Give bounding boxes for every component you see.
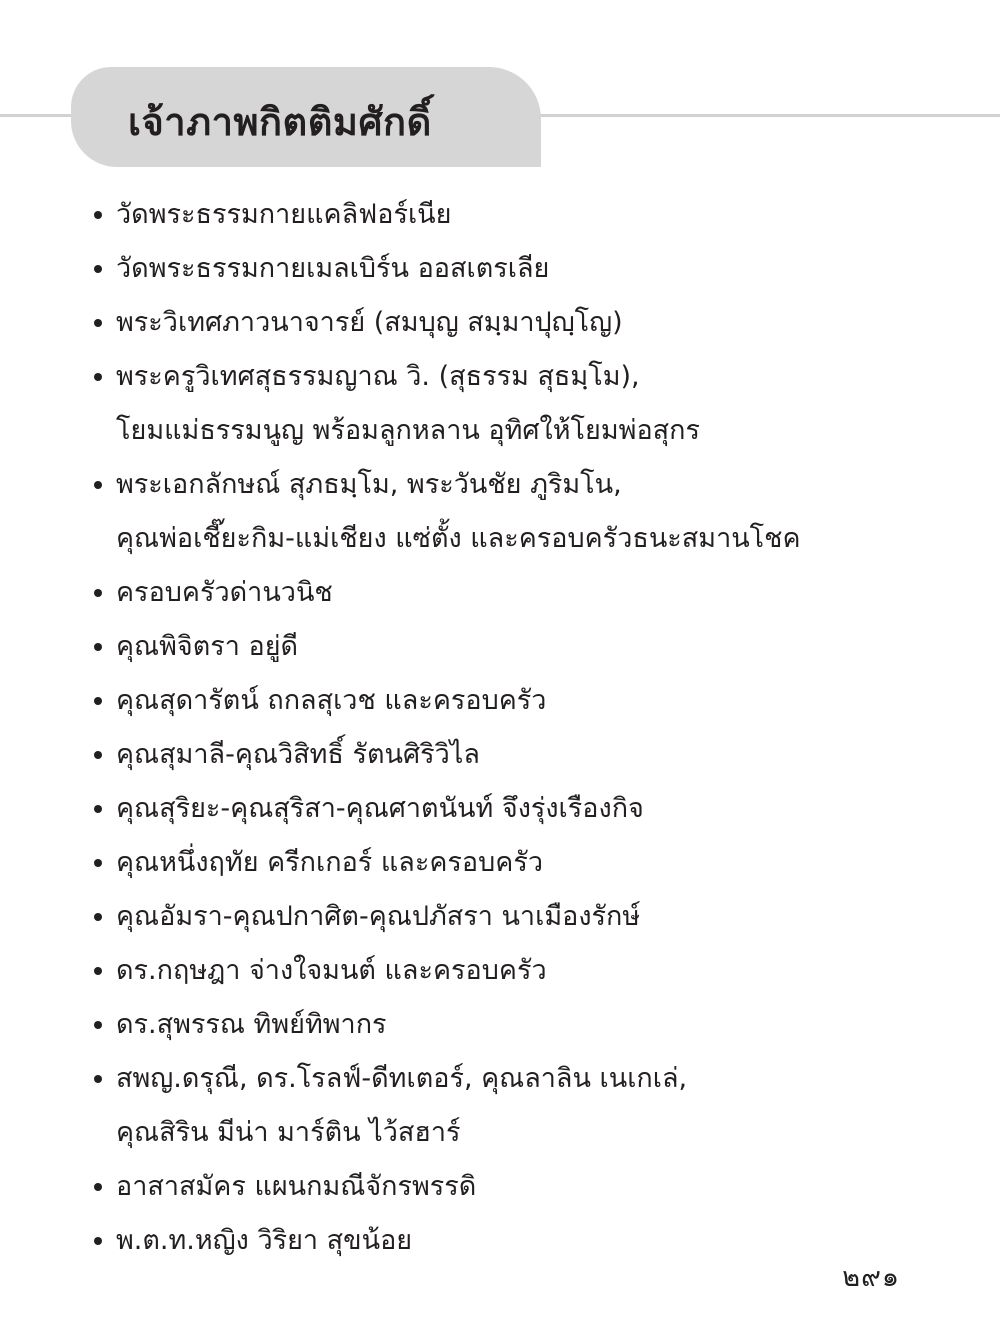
list-item-text: คุณสุดารัตน์ ถกลสุเวช และครอบครัว <box>116 685 547 716</box>
list-item-text: โยมแม่ธรรมนูญ พร้อมลูกหลาน อุทิศให้โยมพ่อสุกร <box>116 415 700 446</box>
list-item-text: วัดพระธรรมกายแคลิฟอร์เนีย <box>116 199 452 230</box>
list-item-text: คุณพ่อเชี๊ยะกิม-แม่เชียง แซ่ตั้ง และครอบครัวธนะสมานโชค <box>116 523 801 554</box>
list-item-text: พระเอกลักษณ์ สุภธมฺโม, พระวันชัย ภูริมโน, <box>116 469 622 500</box>
bullet-icon <box>94 859 102 867</box>
list-item <box>92 242 972 296</box>
list-item-text: คุณสุมาลี-คุณวิสิทธิ์ รัตนศิริวิไล <box>116 739 480 770</box>
bullet-icon <box>94 589 102 597</box>
bullet-icon <box>94 1021 102 1029</box>
list-item <box>92 296 972 350</box>
list-item <box>92 458 972 566</box>
list-item <box>92 188 972 242</box>
list-item-text: ดร.สุพรรณ ทิพย์ทิพากร <box>116 1009 387 1040</box>
bullet-icon <box>94 1075 102 1083</box>
list-item <box>92 1214 972 1268</box>
bullet-icon <box>94 481 102 489</box>
list-item <box>92 836 972 890</box>
bullet-icon <box>94 211 102 219</box>
bullet-icon <box>94 913 102 921</box>
list-item-text: ครอบครัวด่านวนิช <box>116 577 333 608</box>
list-item <box>92 728 972 782</box>
list-item-text: พ.ต.ท.หญิง วิริยา สุขน้อย <box>116 1225 413 1256</box>
list-item <box>92 782 972 836</box>
bullet-icon <box>94 751 102 759</box>
list-item <box>92 620 972 674</box>
list-item-text: สพญ.ดรุณี, ดร.โรลฟ์-ดีทเตอร์, คุณลาลิน เนเกเล่, <box>116 1063 688 1094</box>
list-item-text: คุณอัมรา-คุณปกาศิต-คุณปภัสรา นาเมืองรักษ์ <box>116 901 641 932</box>
bullet-icon <box>94 643 102 651</box>
bullet-icon <box>94 967 102 975</box>
list-item <box>92 1160 972 1214</box>
list-item <box>92 674 972 728</box>
page-title: เจ้าภาพกิตติมศักดิ์ <box>128 100 432 144</box>
bullet-icon <box>94 373 102 381</box>
list-item-text: คุณสุริยะ-คุณสุริสา-คุณศาตนันท์ จึงรุ่งเรืองกิจ <box>116 793 644 824</box>
list-item-text: พระครูวิเทศสุธรรมญาณ วิ. (สุธรรม สุธมฺโม), <box>116 361 640 392</box>
list-item <box>92 890 972 944</box>
bullet-icon <box>94 265 102 273</box>
list-item-text: วัดพระธรรมกายเมลเบิร์น ออสเตรเลีย <box>116 253 550 284</box>
page-number: ๒๙๑ <box>842 1262 900 1293</box>
list-item-text: อาสาสมัคร แผนกมณีจักรพรรดิ <box>116 1171 477 1202</box>
list-item <box>92 944 972 998</box>
list-item-text: คุณสิริน มีน่า มาร์ติน ไว้สฮาร์ <box>116 1117 461 1148</box>
sponsor-list <box>92 188 972 1268</box>
list-item <box>92 1052 972 1160</box>
bullet-icon <box>94 319 102 327</box>
list-item-text: พระวิเทศภาวนาจารย์ (สมบุญ สมฺมาปุญฺโญ) <box>116 307 623 338</box>
bullet-icon <box>94 1183 102 1191</box>
list-item <box>92 998 972 1052</box>
bullet-icon <box>94 1237 102 1245</box>
bullet-icon <box>94 697 102 705</box>
bullet-icon <box>94 805 102 813</box>
list-item-text: คุณพิจิตรา อยู่ดี <box>116 631 299 662</box>
list-item-text: ดร.กฤษฎา จ่างใจมนต์ และครอบครัว <box>116 955 547 986</box>
list-item-text: คุณหนึ่งฤทัย ครีกเกอร์ และครอบครัว <box>116 847 543 878</box>
list-item <box>92 350 972 458</box>
list-item <box>92 566 972 620</box>
